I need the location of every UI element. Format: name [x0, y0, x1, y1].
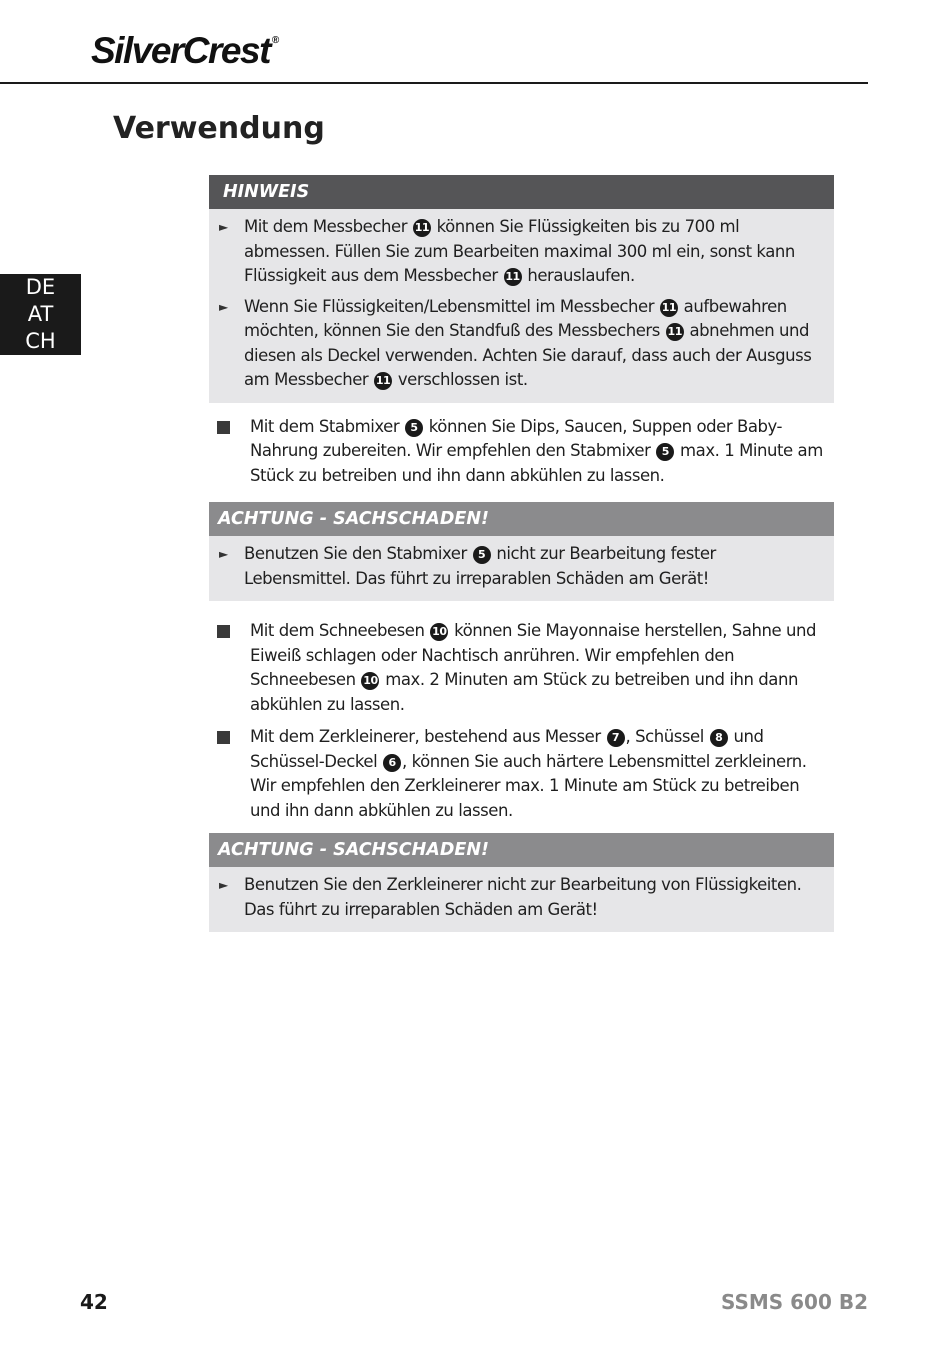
- paragraph-stabmixer: [209, 415, 834, 489]
- hinweis-title: HINWEIS: [209, 175, 834, 209]
- paragraph-schneebesen: [209, 619, 834, 717]
- square-bullet-icon: [217, 421, 230, 434]
- part-number-badge: 8: [710, 729, 728, 747]
- paragraph-text: Mit dem Stabmixer 5 können Sie Dips, Saucen, Suppen oder Baby-Nahrung zubereiten. Wir empfehlen den Stabmixer 5 max. 1 Minute am Stück zu betreiben und ihn dann abkühlen zu lassen.: [250, 416, 823, 485]
- part-number-badge: 7: [607, 729, 625, 747]
- square-bullet-icon: [217, 731, 230, 744]
- achtung-title: ACHTUNG - SACHSCHADEN!: [209, 502, 834, 536]
- hinweis-box: [209, 175, 834, 403]
- main-content: [209, 175, 834, 944]
- achtung-box-2: [209, 833, 834, 932]
- brand-logo: [91, 30, 280, 71]
- note-item: [219, 873, 824, 922]
- page-title: Verwendung: [113, 111, 325, 146]
- part-number-badge: 5: [473, 546, 491, 564]
- header-rule: [0, 82, 868, 84]
- part-number-badge: 11: [666, 323, 684, 341]
- arrow-right-icon: ►: [219, 547, 229, 561]
- arrow-right-icon: ►: [219, 299, 229, 314]
- page-number: 42: [80, 1290, 108, 1314]
- part-number-badge: 11: [374, 372, 392, 390]
- paragraph-text: Mit dem Zerkleinerer, bestehend aus Messer 7 , Schüssel 8 und Schüssel-Deckel 6 , können Sie auch härtere Lebensmittel zerkleinern. Wir empfehlen den Zerkleinerer max. 1 Minute am Stück zu betreiben und ihn dann abkühlen zu lassen.: [250, 727, 807, 820]
- note-item-text: Benutzen Sie den Zerkleinerer nicht zur Bearbeitung von Flüssigkeiten. Das führt zu irreparablen Schäden am Gerät!: [244, 875, 802, 919]
- part-number-badge: 5: [405, 419, 423, 437]
- language-code-at: AT: [27, 302, 54, 326]
- part-number-badge: 10: [430, 623, 448, 641]
- brand-name: SilverCrest: [91, 30, 270, 71]
- language-tab: [0, 274, 81, 355]
- model-number: SSMS 600 B2: [720, 1290, 868, 1314]
- arrow-right-icon: ►: [219, 220, 229, 234]
- arrow-right-icon: ►: [219, 878, 229, 892]
- registered-mark: ®: [271, 35, 280, 46]
- note-item-text: Benutzen Sie den Stabmixer 5 nicht zur Bearbeitung fester Lebensmittel. Das führt zu irreparablen Schäden am Gerät!: [244, 544, 716, 588]
- part-number-badge: 11: [413, 219, 431, 237]
- paragraph-text: Mit dem Schneebesen 10 können Sie Mayonnaise herstellen, Sahne und Eiweiß schlagen oder Nachtisch anrühren. Wir empfehlen den Schneebesen 10 max. 2 Minuten am Stück zu betreiben und ihn dann abkühlen zu lassen.: [250, 621, 817, 714]
- achtung-title: ACHTUNG - SACHSCHADEN!: [209, 833, 834, 867]
- part-number-badge: 6: [383, 754, 401, 772]
- language-code-de: DE: [25, 275, 56, 299]
- note-item-text: Mit dem Messbecher 11 können Sie Flüssigkeiten bis zu 700 ml abmessen. Füllen Sie zum Bearbeiten maximal 300 ml ein, sonst kann Flüssigkeit aus dem Messbecher 11 herauslaufen.: [244, 217, 795, 285]
- part-number-badge: 10: [361, 672, 379, 690]
- language-code-ch: CH: [25, 329, 56, 353]
- part-number-badge: 5: [656, 443, 674, 461]
- paragraph-zerkleinerer: [209, 725, 834, 823]
- achtung-box-1: [209, 502, 834, 601]
- note-item-text: Wenn Sie Flüssigkeiten/Lebensmittel im Messbecher 11 aufbewahren möchten, können Sie den Standfuß des Messbechers 11 abnehmen und diesen als Deckel verwenden. Achten Sie darauf, dass auch der Ausguss am Messbecher 11 verschlossen ist.: [244, 296, 812, 389]
- note-item: [219, 215, 824, 289]
- part-number-badge: 11: [504, 268, 522, 286]
- note-item: [219, 295, 824, 393]
- note-item: [219, 542, 824, 591]
- square-bullet-icon: [217, 625, 230, 638]
- part-number-badge: 11: [660, 299, 678, 317]
